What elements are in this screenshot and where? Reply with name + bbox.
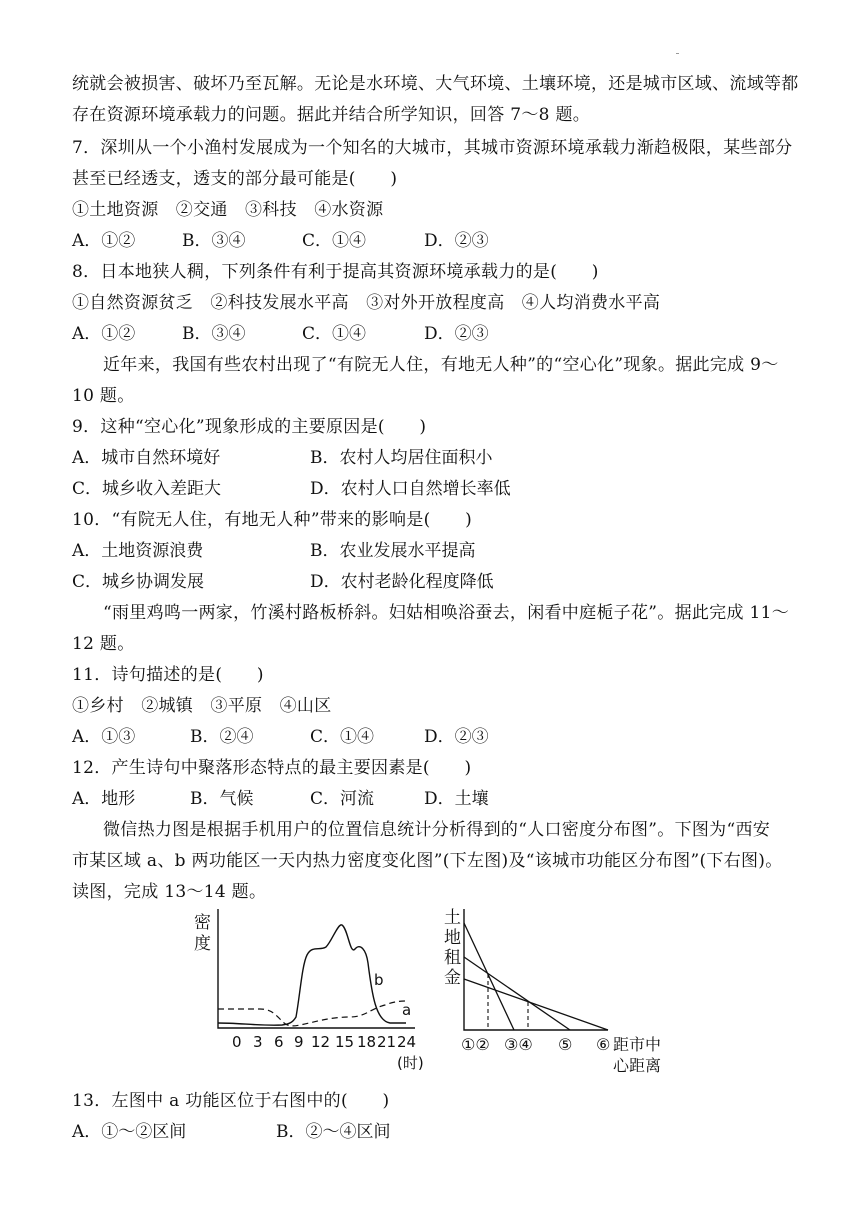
scan-mark xyxy=(676,53,679,54)
option-8c: C．①④ xyxy=(302,324,367,344)
option-12d: D．土壤 xyxy=(424,789,489,809)
option-9d: D．农村人口自然增长率低 xyxy=(310,479,511,499)
density-label-2: 度 xyxy=(194,934,211,954)
option-12b: B．气候 xyxy=(190,789,254,809)
question-8: 8．日本地狭人稠，下列条件有利于提高其资源环境承载力的是( ) xyxy=(72,262,599,282)
option-10a: A．土地资源浪费 xyxy=(72,541,204,561)
rent-label-4: 金 xyxy=(444,968,461,988)
tick-0: 0 xyxy=(232,1033,242,1051)
tick-21: 21 xyxy=(377,1033,397,1051)
option-10c: C．城乡协调发展 xyxy=(72,572,205,592)
passage-13-cont: 市某区域 a、b 两功能区一天内热力密度变化图”(下左图)及“该城市功能区分布图”(下右图)。 xyxy=(72,851,783,871)
tick-18: 18 xyxy=(357,1033,377,1051)
text-line: 统就会被损害、破坏乃至瓦解。无论是水环境、大气环境、土壤环境，还是城市区域、流域等都 xyxy=(72,74,799,94)
tick-24: 24 xyxy=(397,1033,417,1051)
density-axes xyxy=(218,909,415,1028)
zone-label-6: ⑥ xyxy=(596,1035,611,1054)
option-13a: A．①～②区间 xyxy=(72,1122,187,1142)
time-unit: (时) xyxy=(397,1054,424,1072)
option-9c: C．城乡收入差距大 xyxy=(72,479,222,499)
tick-15: 15 xyxy=(335,1033,355,1051)
zone-label-1-2: ①② xyxy=(461,1035,490,1054)
density-label-1: 密 xyxy=(194,913,211,933)
option-7c: C．①④ xyxy=(302,231,367,251)
option-8a: A．①② xyxy=(72,324,136,344)
zone-label-5: ⑤ xyxy=(558,1035,573,1054)
figure-pair xyxy=(190,905,680,1085)
option-7b: B．③④ xyxy=(182,231,246,251)
option-7d: D．②③ xyxy=(424,231,489,251)
option-8b: B．③④ xyxy=(182,324,246,344)
passage-9-cont: 10 题。 xyxy=(72,386,135,406)
rent-label-1: 土 xyxy=(444,908,461,928)
option-7a: A．①② xyxy=(72,231,136,251)
rent-line-2 xyxy=(464,957,570,1030)
question-13: 13．左图中 a 功能区位于右图中的( ) xyxy=(72,1091,390,1111)
land-rent-chart xyxy=(444,908,661,1075)
question-11: 11．诗句描述的是( ) xyxy=(72,665,264,685)
question-7-items: ①土地资源 ②交通 ③科技 ④水资源 xyxy=(72,200,384,220)
rent-label-3: 租 xyxy=(444,948,461,968)
distance-title-1: 距市中 xyxy=(613,1035,662,1054)
option-9a: A．城市自然环境好 xyxy=(72,448,221,468)
option-13b: B．②～④区间 xyxy=(276,1122,391,1142)
question-7-cont: 甚至已经透支，透支的部分最可能是( ) xyxy=(72,169,398,189)
rent-label-2: 地 xyxy=(444,928,461,948)
option-8d: D．②③ xyxy=(424,324,489,344)
time-ticks xyxy=(232,1033,416,1051)
rent-line-3 xyxy=(464,979,608,1030)
rent-line-1 xyxy=(464,923,514,1030)
option-12c: C．河流 xyxy=(310,789,375,809)
option-11c: C．①④ xyxy=(310,727,375,747)
tick-9: 9 xyxy=(294,1033,304,1051)
series-b-label: b xyxy=(374,971,384,989)
tick-3: 3 xyxy=(253,1033,263,1051)
option-10b: B．农业发展水平提高 xyxy=(310,541,476,561)
question-10: 10．“有院无人住，有地无人种”带来的影响是( ) xyxy=(72,510,473,530)
density-chart xyxy=(194,909,424,1072)
passage-11: “雨里鸡鸣一两家，竹溪村路板桥斜。妇姑相唤浴蚕去，闲看中庭栀子花”。据此完成 11～ xyxy=(103,603,790,623)
passage-9: 近年来，我国有些农村出现了“有院无人住，有地无人种”的“空心化”现象。据此完成 9～ xyxy=(103,355,779,375)
text-line: 存在资源环境承载力的问题。据此并结合所学知识，回答 7～8 题。 xyxy=(72,105,591,125)
option-11a: A．①③ xyxy=(72,727,136,747)
option-12a: A．地形 xyxy=(72,789,136,809)
option-11d: D．②③ xyxy=(424,727,489,747)
question-7: 7．深圳从一个小渔村发展成为一个知名的大城市，其城市资源环境承载力渐趋极限，某些部分 xyxy=(72,138,793,158)
series-a-label: a xyxy=(402,1001,412,1019)
passage-13-cont2: 读图，完成 13～14 题。 xyxy=(72,882,267,902)
zone-label-3-4: ③④ xyxy=(504,1035,533,1054)
tick-6: 6 xyxy=(274,1033,284,1051)
option-10d: D．农村老龄化程度降低 xyxy=(310,572,494,592)
question-8-items: ①自然资源贫乏 ②科技发展水平高 ③对外开放程度高 ④人均消费水平高 xyxy=(72,293,661,313)
passage-11-cont: 12 题。 xyxy=(72,634,135,654)
question-12: 12．产生诗句中聚落形态特点的最主要因素是( ) xyxy=(72,758,472,778)
option-11b: B．②④ xyxy=(190,727,254,747)
tick-12: 12 xyxy=(311,1033,331,1051)
passage-13: 微信热力图是根据手机用户的位置信息统计分析得到的“人口密度分布图”。下图为“西安 xyxy=(103,820,771,840)
option-9b: B．农村人均居住面积小 xyxy=(310,448,493,468)
question-9: 9．这种“空心化”现象形成的主要原因是( ) xyxy=(72,417,427,437)
question-11-items: ①乡村 ②城镇 ③平原 ④山区 xyxy=(72,696,332,716)
distance-title-2: 心距离 xyxy=(613,1056,662,1075)
